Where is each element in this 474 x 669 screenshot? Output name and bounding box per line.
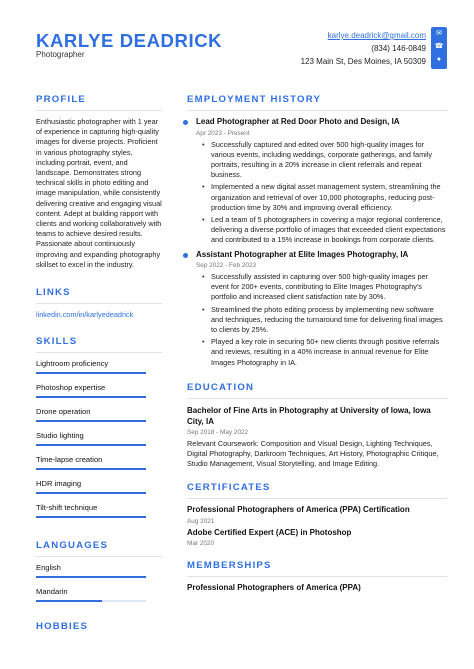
- job-date: Sep 2022 - Feb 2023: [196, 262, 257, 270]
- skill-item: [36, 479, 162, 494]
- languages-list: [36, 563, 162, 602]
- certificate-date: Aug 2021: [187, 517, 215, 525]
- languages-heading: LANGUAGES: [36, 540, 109, 552]
- skill-bar-fill: [36, 468, 146, 470]
- language-bar: [36, 576, 146, 578]
- certificate-title: Professional Photographers of America (PPA) Certification: [187, 505, 410, 515]
- skill-label: Lightroom proficiency: [36, 359, 109, 369]
- education-heading: EDUCATION: [187, 381, 255, 393]
- job-title: Lead Photographer at Red Door Photo and Design, IA: [196, 117, 400, 126]
- skill-label: Drone operation: [36, 407, 91, 417]
- job-bullet: • Led a team of 5 photographers in covering a major regional conference, delivering a diverse portfolio of images that exceeded client expectations and contributed to a 15% increase in bookings from corporate clients.: [211, 215, 447, 246]
- education-coursework: Relevant Coursework: Composition and Visual Design, Lighting Techniques, Digital Photography, Darkroom Techniques, Art History, Photographic Critique, Studio Management, Visual Storytelling, and Image Editing.: [187, 438, 439, 469]
- job-date: Apr 2023 - Present: [196, 129, 250, 137]
- skill-item: [36, 503, 162, 518]
- job-bullets: [187, 272, 447, 368]
- phone-icon: ☎: [434, 43, 444, 50]
- membership-title: Professional Photographers of America (PPA): [187, 583, 361, 593]
- skill-bar: [36, 516, 146, 518]
- skill-label: Tilt-shift technique: [36, 503, 98, 513]
- skill-label: HDR imaging: [36, 479, 82, 489]
- language-bar-fill: [36, 576, 146, 578]
- skill-item: [36, 407, 162, 422]
- memberships-heading: MEMBERSHIPS: [187, 560, 272, 572]
- language-item: [36, 563, 162, 578]
- left-column: [36, 94, 162, 632]
- skill-bar: [36, 396, 146, 398]
- certificate-date: Mar 2020: [187, 540, 214, 548]
- skill-item: [36, 383, 162, 398]
- address: 123 Main St, Des Moines, IA 50309: [300, 56, 426, 66]
- resume-header: [0, 0, 474, 80]
- section-divider: [187, 398, 447, 399]
- job-bullet: • Implemented a new digital asset management system, streamlining the organization and retrieval of over 10,000 photographs, reducing post-production time by 30% and improving overall efficiency.: [211, 182, 447, 213]
- skill-label: Photoshop expertise: [36, 383, 106, 393]
- section-divider: [36, 352, 162, 353]
- certificate-item: [187, 505, 447, 525]
- skill-bar: [36, 372, 146, 374]
- degree-title: Bachelor of Fine Arts in Photography at University of Iowa, Iowa City, IA: [187, 405, 431, 426]
- job-bullets: [187, 140, 447, 246]
- skill-bar-fill: [36, 396, 146, 398]
- candidate-title: Photographer: [36, 50, 85, 59]
- skills-heading: SKILLS: [36, 336, 78, 348]
- skill-bar-fill: [36, 516, 146, 518]
- section-divider: [36, 556, 162, 557]
- employment-heading: EMPLOYMENT HISTORY: [187, 94, 322, 105]
- skill-item: [36, 431, 162, 446]
- skill-bar-fill: [36, 420, 146, 422]
- envelope-icon: ✉: [436, 30, 442, 37]
- skill-bar-fill: [36, 444, 146, 446]
- skills-list: [36, 359, 162, 518]
- profile-heading: PROFILE: [36, 94, 86, 105]
- timeline-dot: [183, 120, 188, 125]
- phone-number: (834) 146-0849: [371, 43, 426, 53]
- section-divider: [187, 576, 447, 577]
- section-divider: [187, 110, 447, 111]
- timeline-dot: [183, 253, 188, 258]
- section-divider: [187, 498, 447, 499]
- skill-item: [36, 455, 162, 470]
- job-bullet: • Streamlined the photo editing process by implementing new software and techniques, reducing the turnaround time for delivering final images to clients by 25%.: [211, 305, 447, 336]
- skill-bar: [36, 492, 146, 494]
- email-link[interactable]: karlye.deadrick@gmail.com: [327, 31, 426, 40]
- links-heading: LINKS: [36, 287, 71, 299]
- location-icon: ●: [436, 56, 442, 63]
- job-title: Assistant Photographer at Elite Images Photography, IA: [196, 249, 409, 259]
- language-bar: [36, 600, 146, 602]
- skill-label: Time-lapse creation: [36, 455, 103, 465]
- certificates-heading: CERTIFICATES: [187, 482, 271, 494]
- section-divider: [36, 110, 162, 111]
- linkedin-link[interactable]: linkedin.com/in/karlyedeadrick: [36, 310, 134, 320]
- language-item: [36, 587, 162, 602]
- language-label: English: [36, 563, 61, 573]
- hobbies-heading: HOBBIES: [36, 621, 89, 633]
- skill-bar-fill: [36, 372, 146, 374]
- right-column: [187, 94, 447, 594]
- job-bullet: • Played a key role in securing 50+ new clients through positive referrals and reviews, resulting in a 40% increase in annual revenue for Elite Images Photography in IA.: [211, 337, 447, 368]
- language-bar-fill: [36, 600, 102, 602]
- job-bullet: • Successfully assisted in capturing over 500 high-quality images per event for 200+ events, contributing to Elite Images Photography's portfolio and increased client satisfaction rate by 30%.: [211, 272, 447, 303]
- language-label: Mandarin: [36, 587, 68, 597]
- candidate-name: KARLYE DEADRICK: [36, 30, 223, 51]
- skill-item: [36, 359, 162, 374]
- section-divider: [36, 303, 162, 304]
- certificate-item: [187, 528, 447, 548]
- education-date: Sep 2018 - May 2022: [187, 428, 249, 436]
- job-entry: [187, 250, 447, 368]
- skill-label: Studio lighting: [36, 431, 84, 441]
- contact-icon-strip: [431, 27, 447, 69]
- profile-text: Enthusiastic photographer with 1 year of experience in capturing high-quality images for diverse projects. Proficient in various photography styles, including portrait, event, and landscape. Demonstrates strong technical skills in photo editing and image manipulation, while consistently delivering creative and engaging visual content. Adept at building rapport with clients and working collaboratively with teams to achieve desired results. Passionate about continuously improving and expanding photography skillset to excel in the industry.: [36, 117, 162, 269]
- job-bullet: • Successfully captured and edited over 500 high-quality images for various events, including weddings, corporate gatherings, and family portraits, resulting in a 20% increase in client referrals and repeat business.: [211, 140, 447, 181]
- job-entry: [187, 117, 447, 246]
- skill-bar-fill: [36, 492, 146, 494]
- certificate-title: Adobe Certified Expert (ACE) in Photoshop: [187, 527, 352, 537]
- contact-block: [301, 30, 426, 68]
- skill-bar: [36, 444, 146, 446]
- skill-bar: [36, 468, 146, 470]
- skill-bar: [36, 420, 146, 422]
